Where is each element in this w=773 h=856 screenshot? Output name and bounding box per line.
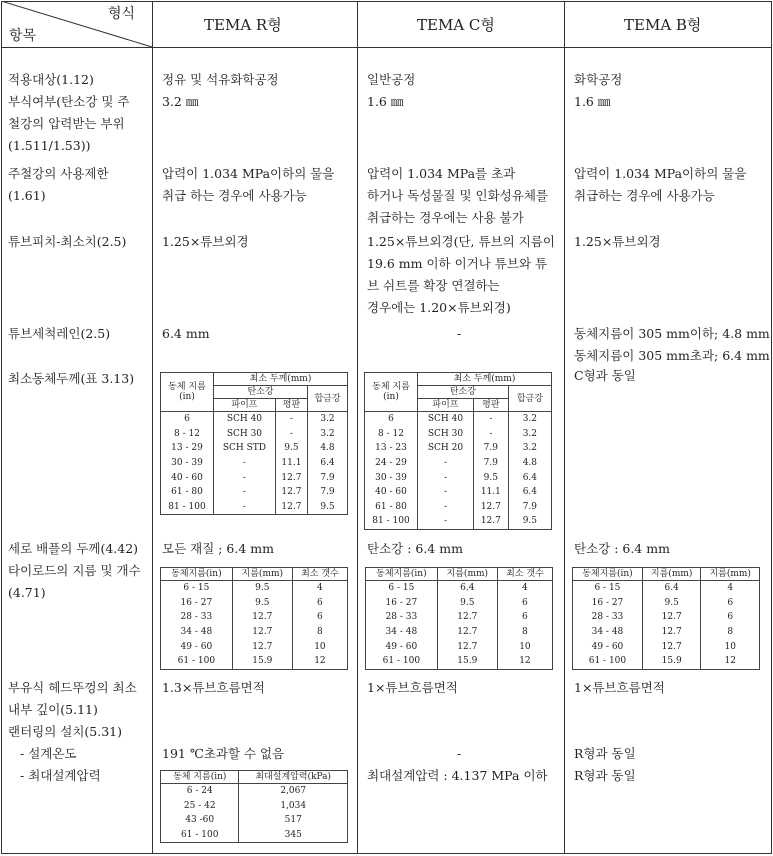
r-shell-cell: 12.7	[275, 485, 307, 500]
table-bottom-border	[1, 853, 772, 854]
col-divider-2	[357, 1, 358, 854]
r-tierod-cell: 12	[292, 654, 347, 669]
r-shell-h-min: 최소 두께(mm)	[214, 373, 348, 386]
r-tierod-h-rod: 지름(mm)	[232, 568, 292, 581]
r-pressure-h-press: 최대설계압력(kPa)	[239, 771, 348, 784]
c-tierod-h-rod: 지름(mm)	[437, 568, 497, 581]
r-shell-cell: 4.8	[308, 441, 348, 456]
c-shell-h-dia2: (in)	[383, 392, 399, 402]
c-tierod-h-dia: 동체지름(in)	[366, 568, 438, 581]
r-tierod-cell: 12.7	[232, 639, 292, 654]
r-tierod-cell: 12.7	[232, 610, 292, 625]
r-lane: 6.4 mm	[162, 326, 210, 341]
c-shell-cell: 81 - 100	[365, 514, 418, 529]
c-shell-row	[365, 514, 552, 529]
r-shell-cell: 7.9	[308, 485, 348, 500]
table-left-border	[1, 1, 2, 854]
b-tierod-h-dia: 동체지름(in)	[573, 568, 643, 581]
b-tierod-cell: 10	[701, 639, 760, 654]
header-tema-b: TEMA B형	[624, 16, 702, 34]
header-corner-type: 형식	[108, 6, 136, 22]
r-pressure-cell: 345	[239, 828, 348, 843]
r-shell-h-plate: 평판	[275, 399, 307, 412]
b-tierod-row	[573, 610, 760, 625]
r-shell-cell: 61 - 80	[161, 485, 214, 500]
c-shell-cell: -	[418, 500, 474, 515]
r-shell-cell: 9.5	[275, 441, 307, 456]
b-tierod-row	[573, 654, 760, 669]
c-castiron-3: 취급하는 경우에는 사용 불가	[367, 210, 524, 225]
c-tierod-cell: 15.9	[437, 654, 497, 669]
r-tierod-table	[160, 567, 348, 670]
c-tierod-cell: 12.7	[437, 639, 497, 654]
c-shell-cell: 3.2	[508, 427, 551, 442]
col-divider-1	[152, 1, 153, 854]
c-tierod-row	[366, 581, 553, 596]
b-floating: 1×튜브흐름면적	[574, 680, 665, 695]
r-tierod-h-dia: 동체지름(in)	[161, 568, 233, 581]
r-shell-row	[161, 470, 348, 485]
r-shell-h-cs: 탄소강	[214, 386, 308, 399]
b-shell: C형과 동일	[574, 368, 636, 383]
c-tierod-row	[366, 596, 553, 611]
c-tierod-cell: 16 - 27	[366, 596, 438, 611]
c-shell-row	[365, 427, 552, 442]
c-tierod-cell: 12.7	[437, 610, 497, 625]
c-shell-cell: 3.2	[508, 412, 551, 427]
c-tierod-cell: 10	[497, 639, 552, 654]
c-shell-cell: 24 - 29	[365, 456, 418, 471]
c-shell-cell: 6.4	[508, 470, 551, 485]
r-tierod-cell: 9.5	[232, 581, 292, 596]
r-tierod-row	[161, 610, 348, 625]
c-shell-cell: 9.5	[473, 470, 508, 485]
c-shell-cell: 7.9	[473, 456, 508, 471]
b-tierod-row	[573, 625, 760, 640]
b-tierod-cell: 6 - 15	[573, 581, 643, 596]
r-baffle: 모든 재질 ; 6.4 mm	[162, 541, 274, 556]
r-shell-h-dia2: (in)	[179, 392, 195, 402]
r-castiron-2: 취급 하는 경우에 사용가능	[162, 188, 307, 203]
c-tierod-cell: 9.5	[437, 596, 497, 611]
b-tierod-row	[573, 581, 760, 596]
c-shell-cell: -	[473, 412, 508, 427]
item-design-temp: - 설계온도	[20, 746, 77, 761]
b-lane-2: 동체지름이 305 mm초과; 6.4 mm	[574, 348, 770, 363]
c-tierod-cell: 6	[497, 596, 552, 611]
item-apply: 적용대상(1.12)	[8, 72, 94, 87]
b-tierod-row	[573, 596, 760, 611]
r-shell-row	[161, 456, 348, 471]
c-shell-cell: -	[418, 470, 474, 485]
b-pressure: R형과 동일	[574, 768, 636, 783]
r-shell-cell: 30 - 39	[161, 456, 214, 471]
b-tierod-cell: 34 - 48	[573, 625, 643, 640]
b-tierod-cell: 6	[701, 596, 760, 611]
r-shell-cell: 6.4	[308, 456, 348, 471]
r-tierod-cell: 6	[292, 610, 347, 625]
r-shell-h-alloy: 합금강	[308, 386, 348, 412]
item-baffle: 세로 배플의 두께(4.42)	[8, 541, 139, 556]
c-shell-cell: 9.5	[508, 514, 551, 529]
c-shell-cell: 4.8	[508, 456, 551, 471]
r-shell-cell: 9.5	[308, 500, 348, 515]
item-tierod-1: 타이로드의 지름 및 개수	[8, 563, 141, 578]
r-shell-row	[161, 412, 348, 427]
c-shell-cell: -	[418, 485, 474, 500]
r-pressure-cell: 6 - 24	[161, 784, 239, 799]
c-shell-row	[365, 441, 552, 456]
r-shell-cell: -	[214, 485, 276, 500]
c-shell-h-pipe: 파이프	[418, 399, 474, 412]
c-corrosion: 1.6 ㎜	[367, 94, 404, 109]
c-shell-cell: 13 - 23	[365, 441, 418, 456]
c-baffle: 탄소강 : 6.4 mm	[367, 541, 463, 556]
r-tierod-row	[161, 654, 348, 669]
c-shell-cell: -	[418, 514, 474, 529]
item-floating-1: 부유식 헤드뚜껑의 최소	[8, 680, 137, 695]
c-tierod-row	[366, 610, 553, 625]
r-shell-thickness-table	[160, 372, 348, 515]
c-tierod-cell: 34 - 48	[366, 625, 438, 640]
r-shell-h-dia1: 동체 지름	[168, 382, 206, 392]
r-tierod-row	[161, 639, 348, 654]
c-shell-cell: -	[418, 456, 474, 471]
r-pressure-cell: 1,034	[239, 799, 348, 814]
r-tierod-cell: 28 - 33	[161, 610, 233, 625]
c-shell-cell: 40 - 60	[365, 485, 418, 500]
c-shell-row	[365, 456, 552, 471]
c-shell-cell: 12.7	[473, 500, 508, 515]
r-shell-cell: 40 - 60	[161, 470, 214, 485]
r-shell-cell: -	[214, 500, 276, 515]
c-tierod-cell: 12.7	[437, 625, 497, 640]
r-tierod-cell: 4	[292, 581, 347, 596]
c-lane: -	[457, 326, 462, 341]
c-shell-cell: SCH 30	[418, 427, 474, 442]
r-shell-cell: SCH 40	[214, 412, 276, 427]
r-shell-cell: -	[214, 456, 276, 471]
r-tierod-cell: 6	[292, 596, 347, 611]
r-pressure-cell: 2,067	[239, 784, 348, 799]
item-tierod-2: (4.71)	[8, 585, 46, 600]
item-corrosion-3: (1.511/1.53))	[8, 138, 91, 153]
r-tierod-cell: 6 - 15	[161, 581, 233, 596]
item-shell-thickness: 최소동체두께(표 3.13)	[8, 371, 135, 386]
b-tierod-cell: 61 - 100	[573, 654, 643, 669]
b-tierod-cell: 12.7	[642, 610, 701, 625]
header-tema-c: TEMA C형	[417, 16, 495, 34]
b-baffle: 탄소강 : 6.4 mm	[574, 541, 670, 556]
c-tierod-row	[366, 625, 553, 640]
r-shell-cell: 3.2	[308, 427, 348, 442]
r-pressure-cell: 43 -60	[161, 813, 239, 828]
c-temp: -	[457, 746, 462, 761]
b-tierod-cell: 12.7	[642, 639, 701, 654]
c-shell-h-cs: 탄소강	[418, 386, 509, 399]
c-pitch-4: 경우에는 1.20×튜브외경)	[367, 300, 511, 315]
c-tierod-cell: 8	[497, 625, 552, 640]
c-shell-cell: 30 - 39	[365, 470, 418, 485]
b-corrosion: 1.6 ㎜	[574, 94, 611, 109]
r-tierod-row	[161, 596, 348, 611]
c-shell-thickness-table	[364, 372, 552, 530]
r-shell-cell: SCH STD	[214, 441, 276, 456]
c-castiron-1: 압력이 1.034 MPa를 초과	[367, 166, 516, 181]
r-shell-cell: 11.1	[275, 456, 307, 471]
r-shell-cell: 13 - 29	[161, 441, 214, 456]
c-shell-h-plate: 평판	[473, 399, 508, 412]
c-shell-row	[365, 485, 552, 500]
r-temp: 191 ℃초과할 수 없음	[162, 746, 285, 761]
c-shell-cell: 7.9	[508, 500, 551, 515]
b-tierod-cell: 8	[701, 625, 760, 640]
c-pitch-2: 19.6 mm 이하 이거나 튜브와 튜	[367, 256, 548, 271]
r-shell-cell: 12.7	[275, 470, 307, 485]
header-tema-r: TEMA R형	[204, 16, 282, 34]
r-pitch: 1.25×튜브외경	[162, 234, 249, 249]
c-floating: 1×튜브흐름면적	[367, 680, 458, 695]
header-corner-item: 항목	[9, 28, 37, 44]
r-tierod-cell: 12.7	[232, 625, 292, 640]
r-pressure-row	[161, 799, 348, 814]
c-tierod-cell: 49 - 60	[366, 639, 438, 654]
r-shell-cell: 8 - 12	[161, 427, 214, 442]
b-tierod-row	[573, 639, 760, 654]
c-apply: 일반공정	[367, 72, 416, 87]
table-right-border	[771, 1, 772, 854]
b-tierod-cell: 12.7	[642, 625, 701, 640]
r-shell-row	[161, 500, 348, 515]
r-tierod-cell: 49 - 60	[161, 639, 233, 654]
r-tierod-h-count: 최소 갯수	[292, 568, 347, 581]
r-tierod-cell: 34 - 48	[161, 625, 233, 640]
r-tierod-cell: 61 - 100	[161, 654, 233, 669]
r-castiron-1: 압력이 1.034 MPa이하의 물을	[162, 166, 335, 181]
r-floating: 1.3×튜브흐름면적	[162, 680, 265, 695]
c-shell-cell: 6.4	[508, 485, 551, 500]
b-tierod-cell: 4	[701, 581, 760, 596]
r-tierod-cell: 16 - 27	[161, 596, 233, 611]
c-shell-h-dia1: 동체 지름	[372, 382, 410, 392]
c-tierod-cell: 28 - 33	[366, 610, 438, 625]
c-shell-cell: 8 - 12	[365, 427, 418, 442]
r-tierod-cell: 15.9	[232, 654, 292, 669]
c-castiron-2: 하거나 독성물질 및 인화성유체를	[367, 188, 548, 203]
col-divider-3	[564, 1, 565, 854]
r-shell-cell: SCH 30	[214, 427, 276, 442]
c-tierod-cell: 61 - 100	[366, 654, 438, 669]
r-shell-row	[161, 441, 348, 456]
c-tierod-cell: 6.4	[437, 581, 497, 596]
c-pitch-1: 1.25×튜브외경(단, 튜브의 지름이	[367, 234, 555, 249]
b-tierod-table	[572, 567, 760, 670]
r-shell-row	[161, 485, 348, 500]
r-pressure-row	[161, 828, 348, 843]
b-castiron-2: 취급하는 경우에 사용가능	[574, 188, 715, 203]
c-tierod-cell: 12	[497, 654, 552, 669]
r-pressure-row	[161, 813, 348, 828]
b-tierod-cell: 49 - 60	[573, 639, 643, 654]
r-shell-cell: -	[275, 412, 307, 427]
b-tierod-cell: 9.5	[642, 596, 701, 611]
c-tierod-row	[366, 654, 553, 669]
item-tube-pitch: 튜브피치-최소치(2.5)	[8, 234, 127, 249]
r-shell-h-pipe: 파이프	[214, 399, 276, 412]
item-cleaning-lane: 튜브세척레인(2.5)	[8, 326, 111, 341]
b-tierod-cell: 6	[701, 610, 760, 625]
b-pitch: 1.25×튜브외경	[574, 234, 661, 249]
r-pressure-cell: 25 - 42	[161, 799, 239, 814]
c-shell-row	[365, 412, 552, 427]
c-shell-cell: 12.7	[473, 514, 508, 529]
b-tierod-h-rod: 지름(mm)	[642, 568, 701, 581]
r-pressure-row	[161, 784, 348, 799]
c-tierod-cell: 6	[497, 610, 552, 625]
b-temp: R형과 동일	[574, 746, 636, 761]
c-shell-cell: SCH 20	[418, 441, 474, 456]
r-pressure-cell: 61 - 100	[161, 828, 239, 843]
c-shell-cell: 7.9	[473, 441, 508, 456]
c-shell-cell: 11.1	[473, 485, 508, 500]
r-shell-cell: -	[275, 427, 307, 442]
r-apply: 정유 및 석유화학공정	[162, 72, 279, 87]
b-tierod-cell: 16 - 27	[573, 596, 643, 611]
c-shell-cell: -	[473, 427, 508, 442]
b-tierod-cell: 6.4	[642, 581, 701, 596]
r-shell-cell: 6	[161, 412, 214, 427]
r-pressure-table	[160, 770, 348, 843]
b-castiron-1: 압력이 1.034 MPa이하의 물을	[574, 166, 747, 181]
r-tierod-cell: 9.5	[232, 596, 292, 611]
r-shell-cell: -	[214, 470, 276, 485]
r-shell-cell: 3.2	[308, 412, 348, 427]
c-shell-row	[365, 500, 552, 515]
item-lantern: 랜터링의 설치(5.31)	[8, 724, 123, 739]
item-max-pressure: - 최대설계압력	[20, 768, 101, 783]
item-corrosion-2: 철강의 압력받는 부위	[8, 116, 125, 131]
c-tierod-cell: 6 - 15	[366, 581, 438, 596]
r-shell-cell: 12.7	[275, 500, 307, 515]
c-tierod-cell: 4	[497, 581, 552, 596]
c-tierod-row	[366, 639, 553, 654]
r-shell-row	[161, 427, 348, 442]
c-shell-row	[365, 470, 552, 485]
r-pressure-cell: 517	[239, 813, 348, 828]
item-corrosion-1: 부식여부(탄소강 및 주	[8, 94, 130, 109]
r-tierod-cell: 8	[292, 625, 347, 640]
item-castiron-2: (1.61)	[8, 188, 46, 203]
c-tierod-table	[365, 567, 553, 670]
r-shell-cell: 81 - 100	[161, 500, 214, 515]
c-shell-cell: 6	[365, 412, 418, 427]
r-corrosion: 3.2 ㎜	[162, 94, 199, 109]
r-pressure-h-dia: 동체 지름(in)	[161, 771, 239, 784]
c-shell-cell: 3.2	[508, 441, 551, 456]
c-pressure: 최대설계압력 : 4.137 MPa 이하	[367, 768, 548, 783]
b-apply: 화학공정	[574, 72, 623, 87]
c-shell-h-alloy: 합금강	[508, 386, 551, 412]
c-pitch-3: 브 쉬트를 확장 연결하는	[367, 278, 500, 293]
b-tierod-cell: 28 - 33	[573, 610, 643, 625]
b-lane-1: 동체지름이 305 mm이하; 4.8 mm	[574, 326, 770, 341]
b-tierod-h-rod2: 지름(mm)	[701, 568, 760, 581]
r-shell-cell: 7.9	[308, 470, 348, 485]
r-tierod-cell: 10	[292, 639, 347, 654]
r-tierod-row	[161, 625, 348, 640]
r-tierod-row	[161, 581, 348, 596]
c-shell-h-min: 최소 두께(mm)	[418, 373, 552, 386]
c-shell-cell: SCH 40	[418, 412, 474, 427]
item-floating-2: 내부 깊이(5.11)	[8, 702, 98, 717]
c-shell-cell: 61 - 80	[365, 500, 418, 515]
b-tierod-cell: 15.9	[642, 654, 701, 669]
item-castiron-1: 주철강의 사용제한	[8, 166, 109, 181]
c-tierod-h-count: 최소 갯수	[497, 568, 552, 581]
b-tierod-cell: 12	[701, 654, 760, 669]
